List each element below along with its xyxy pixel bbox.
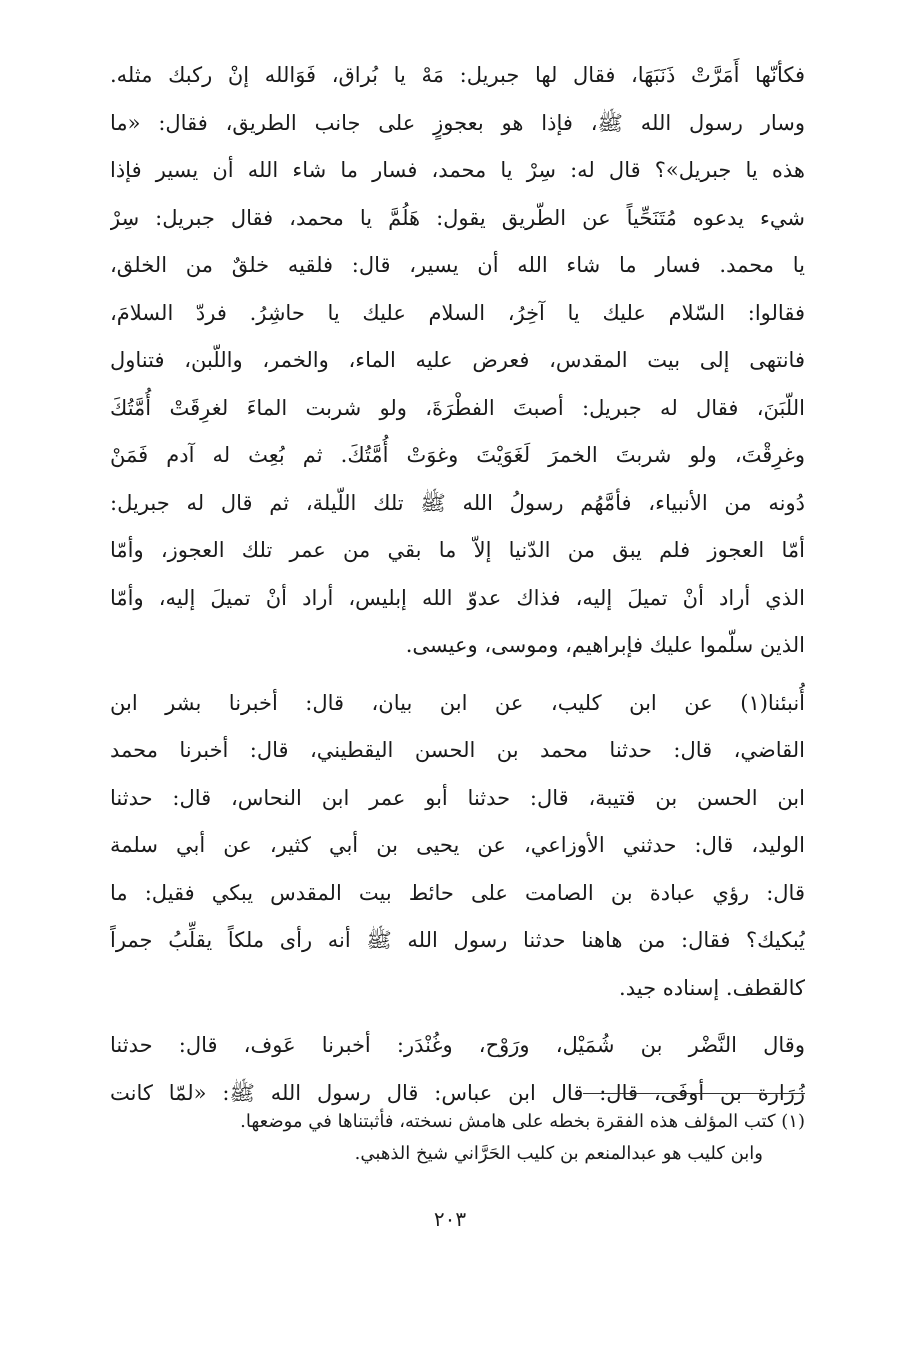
text-line: فكأنّها أَمَرَّتْ ذَنَبَهَا، فقال لها جبريل: مَهْ يا بُراق، فَوَالله إنْ ركبك مثله. (110, 63, 805, 87)
text-line: أُنبئنا(١) عن ابن كليب، عن ابن بيان، قال: أخبرنا بشر ابن (110, 690, 805, 715)
text-line: شيء يدعوه مُتَنَحِّياً عن الطّريق يقول: هَلُمَّ يا محمد، فقال جبريل: سِرْ (110, 205, 805, 230)
footnotes (110, 1106, 805, 1170)
text-line: زُرَارة بن أوفَى، قال: قال ابن عباس: قال رسول الله ﷺ: «لمّا كانت (110, 1080, 805, 1105)
text-line: كالقطف. إسناده جيد. (619, 975, 805, 1000)
text-line: ابن الحسن بن قتيبة، قال: حدثنا أبو عمر ابن النحاس، قال: حدثنا (110, 785, 805, 810)
footnote-divider (583, 1093, 805, 1094)
paragraph-2 (110, 680, 805, 1013)
text-line: وغرِقْتَ، ولو شربتَ الخمرَ لَغَوَيْتَ وغوَتْ أُمَّتُكَ. ثم بُعِث له آدم فَمَنْ (110, 443, 805, 467)
footnote-line: (١) كتب المؤلف هذه الفقرة بخطه على هامش نسخته، فأثبتناها في موضعها. (240, 1111, 805, 1132)
text-line: وسار رسول الله ﷺ، فإذا هو بعجوزٍ على جانب الطريق، فقال: «ما (110, 110, 805, 135)
text-line: قال: رؤي عبادة بن الصامت على حائط بيت المقدس يبكي فقيل: ما (110, 880, 805, 905)
text-line: فقالوا: السّلام عليك يا آخِرُ، السلام عليك يا حاشِرُ. فردّ السلامَ، (110, 300, 805, 325)
footnote-line: وابن كليب هو عبدالمنعم بن كليب الحَرَّاني شيخ الذهبي. (354, 1143, 763, 1164)
text-line: أمّا العجوز فلم يبق من الدّنيا إلاّ ما بقي من عمر تلك العجوز، وأمّا (110, 538, 805, 562)
paragraph-3 (110, 1022, 805, 1117)
text-line: فانتهى إلى بيت المقدس، فعرض عليه الماء، والخمر، واللّبن، فتناول (110, 348, 805, 372)
text-line: الذي أراد أنْ تميلَ إليه، فذاك عدوّ الله إبليس، أراد أنْ تميلَ إليه، وأمّا (110, 585, 805, 610)
text-line: دُونه من الأنبياء، فأمَّهُم رسولُ الله ﷺ تلك اللّيلة، ثم قال له جبريل: (110, 490, 805, 515)
text-line: وقال النَّضْر بن شُمَيْل، ورَوْح، وغُنْدَر: أخبرنا عَوف، قال: حدثنا (110, 1033, 805, 1057)
text-line: يا محمد. فسار ما شاء الله أن يسير، قال: فلقيه خلقٌ من الخلق، (110, 253, 805, 277)
text-line: اللّبَنَ، فقال له جبريل: أصبتَ الفطْرَةَ، ولو شربت الماءَ لغرِقَتْ أُمَّتُكَ (110, 395, 805, 420)
page-number: ٢٠٣ (433, 1207, 467, 1231)
main-text (110, 52, 805, 1117)
paragraph-1 (110, 52, 805, 670)
text-line: الوليد، قال: حدثني الأوزاعي، عن يحيى بن أبي كثير، عن أبي سلمة (110, 833, 805, 857)
text-line: يُبكيك؟ فقال: من هاهنا حدثنا رسول الله ﷺ أنه رأى ملكاً يقلِّبُ جمراً (110, 928, 805, 952)
text-line: هذه يا جبريل»؟ قال له: سِرْ يا محمد، فسار ما شاء الله أن يسير فإذا (110, 158, 805, 182)
text-line: الذين سلّموا عليك فإبراهيم، وموسى، وعيسى. (405, 633, 805, 657)
text-line: القاضي، قال: حدثنا محمد بن الحسن اليقطيني، قال: أخبرنا محمد (110, 738, 805, 762)
